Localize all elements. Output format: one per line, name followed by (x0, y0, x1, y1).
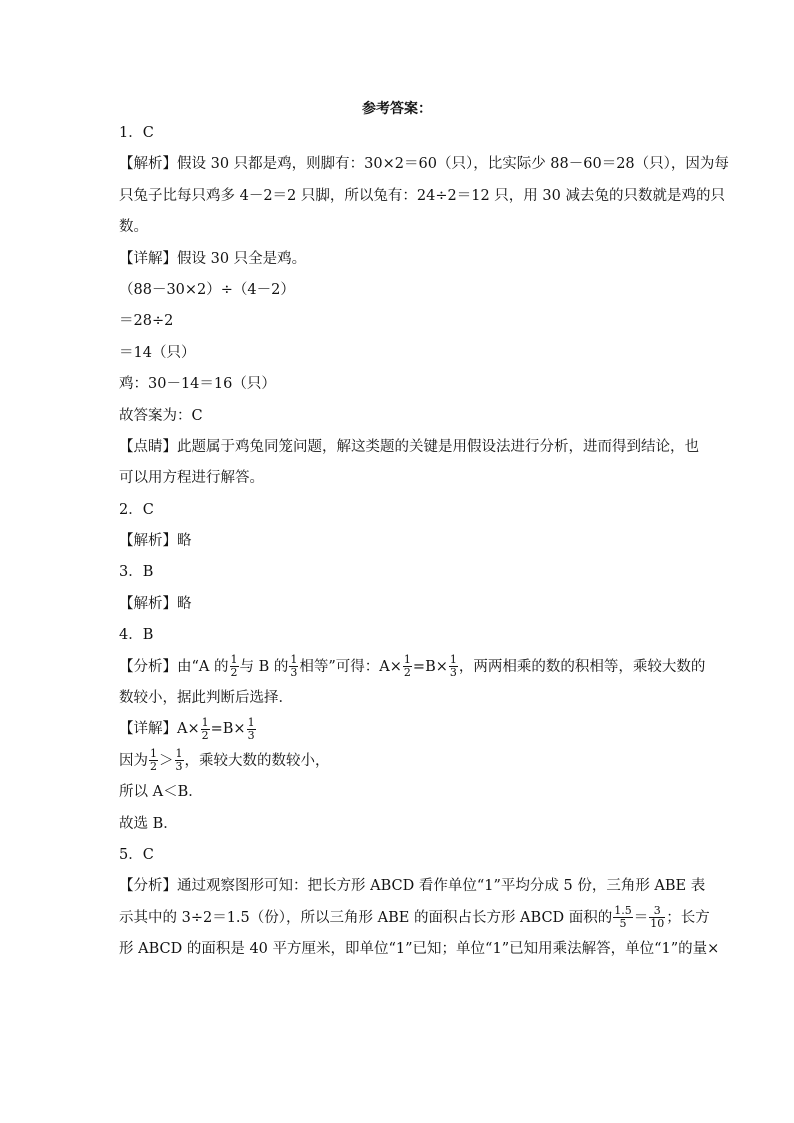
fraction-one-third: $\frac{1}{3}$ (290, 653, 298, 680)
fraction-one-third: $\frac{1}{3}$ (449, 653, 457, 680)
fraction-one-half: $\frac{1}{2}$ (403, 653, 411, 680)
fraction-one-third: $\frac{1}{3}$ (247, 715, 255, 742)
q4-because (119, 746, 679, 777)
q4-answer: 故选 B． (119, 815, 178, 832)
q4-analysis-text: 【分析】由“A 的 (119, 658, 229, 675)
q1-analysis-line: 【解析】假设 30 只都是鸡，则脚有：30×2＝60（只），比实际少 88－60＝28（只），因为每 (119, 156, 729, 173)
q4-analysis-text: =B× (412, 658, 448, 675)
fraction-one-half: $\frac{1}{2}$ (201, 715, 209, 742)
q1-comment-line: 【点睛】此题属于鸡兔同笼问题，解这类题的关键是用假设法进行分析，进而得到结论，也 (119, 438, 699, 455)
q4-analysis-text: 与 B 的 (239, 658, 289, 675)
q4-number: 4．B (119, 627, 154, 644)
q1-detail: 【详解】假设 30 只全是鸡。 (119, 250, 307, 267)
q5-analysis-line (119, 903, 710, 934)
equals-sign: ＝ (633, 909, 649, 926)
q1-calc-line: 鸡：30－14＝16（只） (119, 376, 276, 393)
q1-analysis-line: 数。 (119, 219, 148, 236)
q4-because-text: 因为 (119, 752, 148, 769)
q5-number: 5．C (119, 846, 154, 863)
q5-analysis-line: 形 ABCD 的面积是 40 平方厘米，即单位“1”已知；单位“1”已知用乘法解答，单位“1”的量× (119, 941, 720, 958)
q1-calc-line: ＝14（只） (119, 344, 196, 361)
q1-calc-line: ＝28÷2 (119, 313, 174, 330)
q5-analysis-text: 示其中的 3÷2＝1.5（份），所以三角形 ABE 的面积占长方形 ABCD 面积的 (119, 909, 613, 926)
q1-comment-line: 可以用方程进行解答。 (119, 470, 264, 487)
q2-analysis: 【解析】略 (119, 533, 192, 550)
q5-analysis-line: 【分析】通过观察图形可知：把长方形 ABCD 看作单位“1”平均分成 5 份，三角形 ABE 表 (119, 878, 706, 895)
q4-detail (119, 714, 679, 745)
fraction-one-half: $\frac{1}{2}$ (230, 653, 238, 680)
q4-analysis-text: ，两两相乘的数的积相等，乘较大数的 (458, 658, 706, 675)
q4-analysis-line: 数较小，据此判断后选择． (119, 690, 293, 707)
page-title: 参考答案： (362, 101, 432, 117)
q1-calc-line: （88－30×2）÷（4－2） (119, 281, 295, 298)
fraction-3-over-10: $\frac{3}{10}$ (650, 904, 665, 931)
q3-number: 3．B (119, 564, 154, 581)
q1-analysis-line: 只兔子比每只鸡多 4－2＝2 只脚，所以兔有：24÷2＝12 只，用 30 减去兔的只数就是鸡的只 (119, 187, 725, 204)
q1-answer: 故答案为：C (119, 407, 203, 424)
q4-analysis-text: 相等”可得：A× (299, 658, 402, 675)
q2-number: 2．C (119, 501, 154, 518)
q5-analysis-text: ；长方 (666, 909, 710, 926)
q4-detail-text: 【详解】A× (119, 721, 200, 738)
fraction-one-half: $\frac{1}{2}$ (150, 747, 157, 774)
fraction-1-5-over-5: $\frac{1.5}{5}$ (614, 904, 632, 931)
q3-analysis: 【解析】略 (119, 595, 192, 612)
q4-analysis-line (119, 652, 706, 683)
q4-conclusion: 所以 A＜B． (119, 784, 203, 801)
q1-number: 1．C (119, 125, 154, 141)
q4-because-text: ，乘较大数的数较小， (184, 752, 330, 769)
fraction-one-third: $\frac{1}{3}$ (175, 747, 183, 774)
greater-than-sign: ＞ (159, 752, 174, 769)
q4-detail-text: =B× (210, 721, 246, 738)
answer-content (119, 118, 729, 966)
